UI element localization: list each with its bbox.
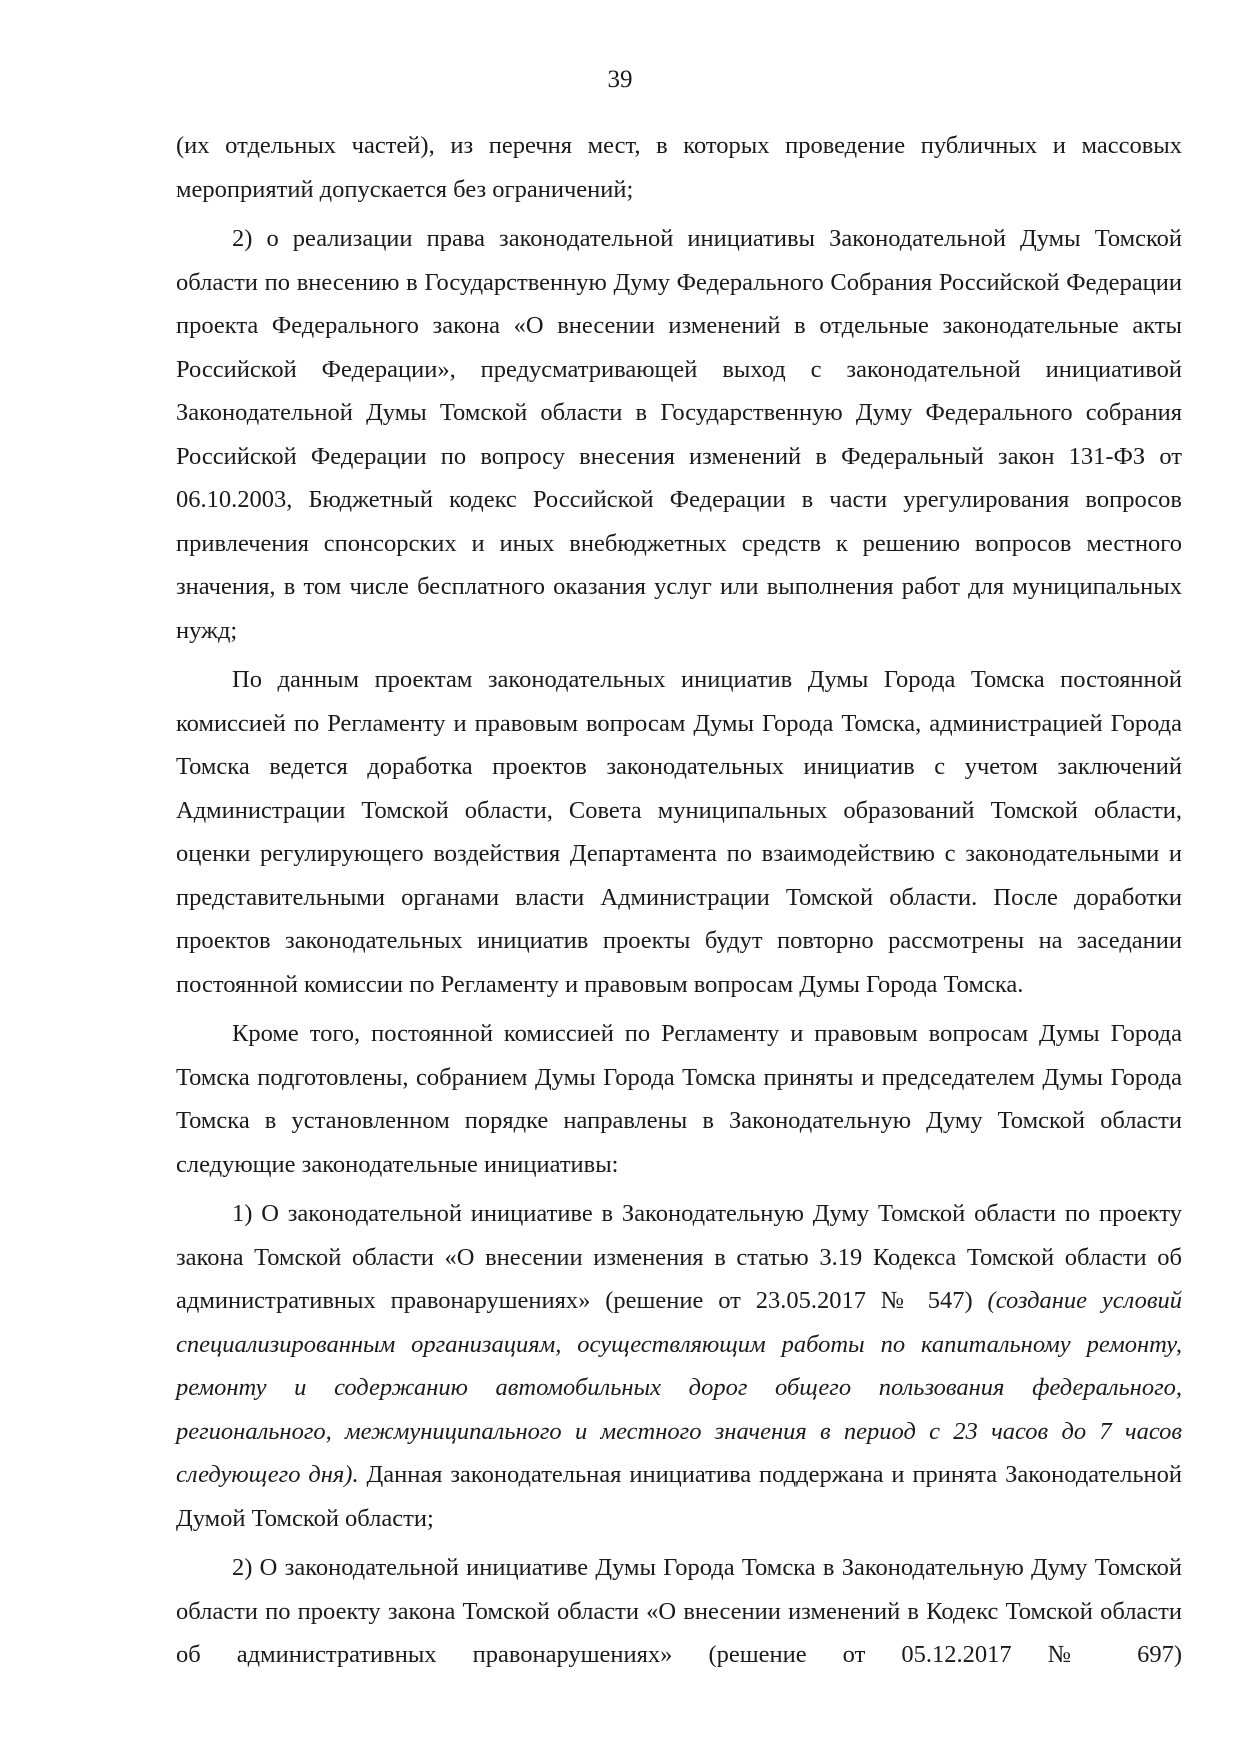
initiative-1-text: 1) О законодательной инициативе в Законодательную Думу Томской области по проекту закона Томской области «О внесении изменения в статью 3.19 Кодекса Томской области об административных правонарушениях» (решение от 23.05.2017 № 547) [176, 1200, 1182, 1314]
paragraph-continuation: (их отдельных частей), из перечня мест, в которых проведение публичных и массовых мероприятий допускается без ограничений; [176, 132, 1182, 203]
paragraph-draft-revision: По данным проектам законодательных инициатив Думы Города Томска постоянной комиссией по Регламенту и правовым вопросам Думы Города Томска, администрацией Города Томска ведется доработка проектов законодательных инициатив с учетом заключений Администрации Томской области, Совета муниципальных образований Томской области, оценки регулирующего воздействия Департамента по взаимодействию с законодательными и представительными органами власти Администрации Томской области. После доработки проектов законодательных инициатив проекты будут повторно рассмотрены на заседании постоянной комиссии по Регламенту и правовым вопросам Думы Города Томска. [176, 666, 1182, 998]
paragraph-item-2-legislative-initiative: 2) о реализации права законодательной инициативы Законодательной Думы Томской области по внесению в Государственную Думу Федерального Собрания Российской Федерации проекта Федерального закона «О внесении изменений в отдельные законодательные акты Российской Федерации», предусматривающей выход с законодательной инициативой Законодательной Думы Томской области в Государственную Думу Федерального собрания Российской Федерации по вопросу внесения изменений в Федеральный закон 131-ФЗ от 06.10.2003, Бюджетный кодекс Российской Федерации в части урегулирования вопросов привлечения спонсорских и иных внебюджетных средств к решению вопросов местного значения, в том числе бесплатного оказания услуг или выполнения работ для муниципальных нужд; [176, 225, 1182, 644]
initiative-1-italic-note: (создание условий специализированным организациям, осуществляющим работы по капитальному ремонту, ремонту и содержанию автомобильных дорог общего пользования федерального, регионального, межмуниципального и местного значения в период с 23 часов до 7 часов следующего дня). [176, 1287, 1183, 1488]
document-body [176, 124, 1182, 1683]
page-number: 39 [607, 66, 633, 93]
paragraph-initiative-2: 2) О законодательной инициативе Думы Города Томска в Законодательную Думу Томской области по проекту закона Томской области «О внесении изменений в Кодекс Томской области об административных правонарушениях» (решение от 05.12.2017 № 697) [176, 1554, 1182, 1668]
paragraph-initiative-1 [176, 1192, 1182, 1540]
paragraph-initiatives-sent: Кроме того, постоянной комиссией по Регламенту и правовым вопросам Думы Города Томска подготовлены, собранием Думы Города Томска приняты и председателем Думы Города Томска в установленном порядке направлены в Законодательную Думу Томской области следующие законодательные инициативы: [176, 1020, 1182, 1178]
initiative-1-outcome: Данная законодательная инициатива поддержана и принята Законодательной Думой Томской области; [176, 1461, 1182, 1532]
